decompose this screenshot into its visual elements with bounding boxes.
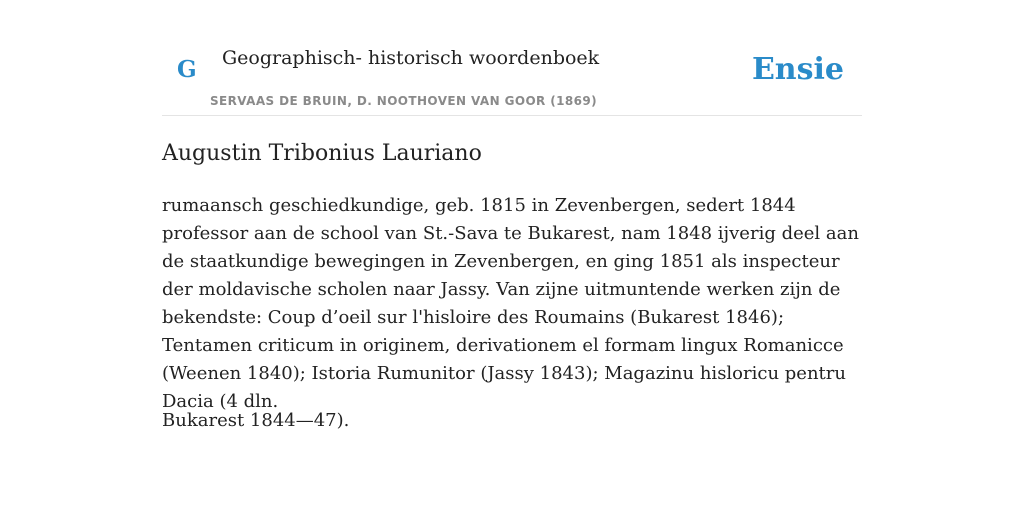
ensie-logo-link[interactable]: Ensie [751, 52, 844, 87]
book-author: SERVAAS DE BRUIN, D. NOOTHOVEN VAN GOOR (1869) [210, 94, 598, 108]
entry-paragraph: rumaansch geschiedkundige, geb. 1815 in Zevenbergen, sedert 1844 professor aan de school van St.-Sava te Bukarest, nam 1848 ijverig deel aan de staatkundige bewegingen in Zevenbergen, en ging 1851 als inspecteur der moldavische scholen naar Jassy. Van zijne uitmuntende werken zijn de bekendste: Coup d’oeil sur l'hisloire des Roumains (Bukarest 1846); Tentamen criticum in originem, derivationem el formam lingux Romanicce (Weenen 1840); Istoria Rumunitor (Jassy 1843); Magazinu hisloricu pentru Dacia (4 dln. [162, 195, 859, 412]
book-header [162, 0, 862, 116]
page-content [162, 0, 862, 431]
book-initial-logo[interactable]: G [177, 56, 197, 83]
entry-paragraph: Bukarest 1844—47). [162, 410, 350, 431]
book-title-link[interactable]: Geographisch- historisch woordenboek [222, 47, 600, 69]
entry-title: Augustin Tribonius Lauriano [162, 141, 482, 166]
